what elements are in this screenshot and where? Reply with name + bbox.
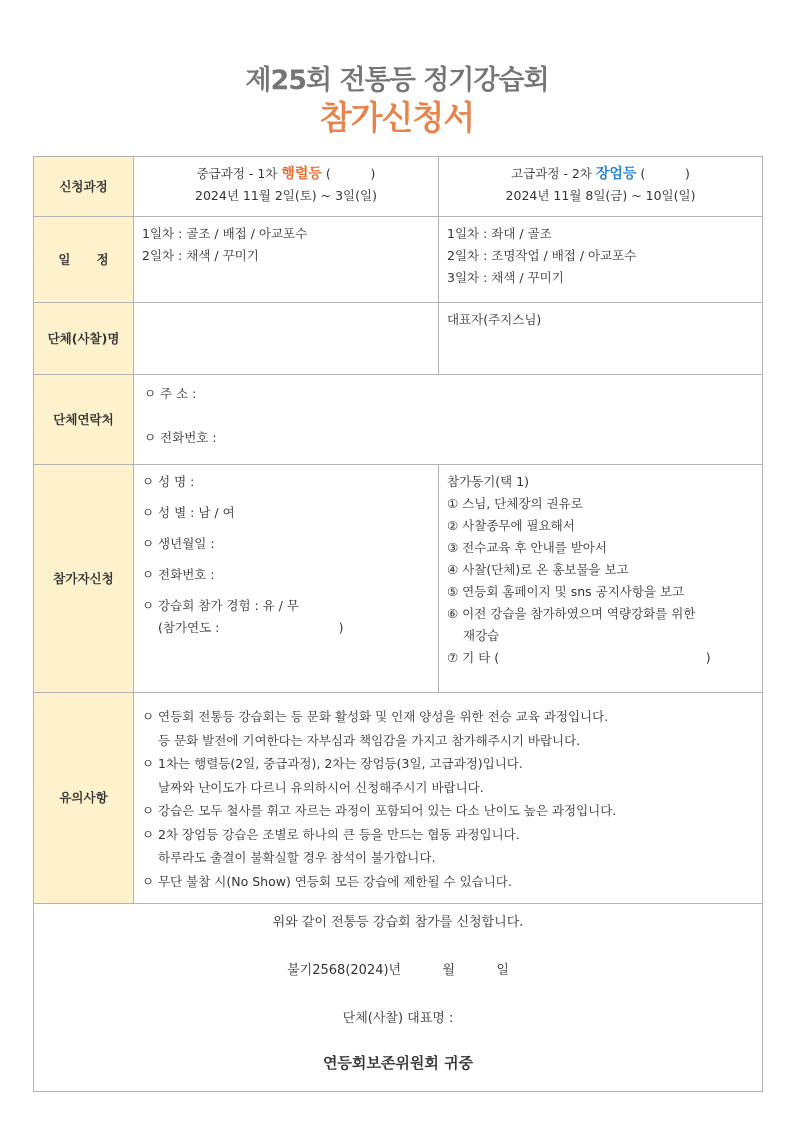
motive-item-other[interactable]: ⑦ 기 타 ( ) (447, 650, 711, 665)
basic-course-date: 2024년 11월 2일(토) ~ 3일(일) (195, 188, 377, 203)
page-subtitle: 참가신청서 (319, 98, 475, 137)
basic-schedule (134, 217, 439, 303)
org-rep-field[interactable] (439, 303, 763, 375)
schedule-label: 일 정 (34, 217, 134, 303)
note-line: 하루라도 출결이 불확실할 경우 참석이 불가합니다. (158, 850, 436, 865)
basic-schedule-day2: 2일차 : 채색 / 꾸미기 (142, 248, 259, 263)
org-name-field[interactable] (134, 303, 439, 375)
advanced-schedule-day1: 1일차 : 좌대 / 골조 (447, 226, 552, 241)
contact-label: 단체연락처 (34, 375, 134, 465)
contact-fields[interactable] (134, 375, 763, 465)
org-row (34, 303, 763, 375)
motive-item[interactable]: ② 사찰종무에 필요해서 (447, 518, 575, 533)
note-line: ㅇ 1차는 행렬등(2일, 중급과정), 2차는 장엄등(3일, 고급과정)입니다. (142, 756, 523, 771)
footer-recipient: 연등회보존위원회 귀중 (322, 1054, 474, 1072)
contact-phone[interactable]: ㅇ 전화번호 : (144, 430, 217, 445)
motive-item[interactable]: ① 스님, 단체장의 권유로 (447, 496, 583, 511)
applicant-gender[interactable]: ㅇ 성 별 : 남 / 여 (142, 505, 235, 520)
basic-course-check[interactable]: ( ) (321, 166, 376, 181)
motive-item[interactable]: ⑥ 이전 강습을 참가하였으며 역량강화를 위한 (447, 606, 696, 621)
org-label: 단체(사찰)명 (34, 303, 134, 375)
motive-title: 참가동기(택 1) (447, 474, 530, 489)
applicant-year[interactable]: (참가연도 : ) (158, 620, 344, 635)
applicant-experience[interactable]: ㅇ 강습회 참가 경험 : 유 / 무 (142, 598, 299, 613)
footer-content (34, 904, 763, 1092)
motive-item[interactable]: ④ 사찰(단체)로 온 홍보물을 보고 (447, 562, 629, 577)
basic-course-name: 행렬등 (281, 166, 322, 182)
applicant-phone[interactable]: ㅇ 전화번호 : (142, 567, 215, 582)
basic-schedule-day1: 1일차 : 골조 / 배접 / 아교포수 (142, 226, 308, 241)
advanced-course-prefix: 고급과정 - 2차 (511, 166, 596, 181)
applicant-label: 참가자신청 (34, 465, 134, 693)
footer-date[interactable]: 불기2568(2024)년 월 일 (287, 963, 509, 978)
applicant-row (34, 465, 763, 693)
advanced-course-date: 2024년 11월 8일(금) ~ 10일(일) (505, 188, 696, 203)
motive-item[interactable]: ③ 전수교육 후 안내를 받아서 (447, 540, 607, 555)
applicant-birth[interactable]: ㅇ 생년월일 : (142, 536, 215, 551)
advanced-course-cell[interactable] (439, 157, 763, 217)
course-row (34, 157, 763, 217)
basic-course-prefix: 중급과정 - 1차 (196, 166, 282, 181)
notes-content (134, 693, 763, 904)
contact-row (34, 375, 763, 465)
notes-label: 유의사항 (34, 693, 134, 904)
footer-rep[interactable]: 단체(사찰) 대표명 : (342, 1011, 454, 1026)
note-line: ㅇ 2차 장엄등 강습은 조별로 하나의 큰 등을 만드는 협동 과정입니다. (142, 826, 520, 842)
schedule-row (34, 217, 763, 303)
note-line: 날짜와 난이도가 다르니 유의하시어 신청해주시기 바랍니다. (158, 779, 484, 795)
motive-list[interactable] (439, 465, 763, 693)
note-line: ㅇ 연등회 전통등 강습회는 등 문화 활성화 및 인재 양성을 위한 전승 교육 과정입니다. (142, 709, 609, 724)
motive-item[interactable]: ⑤ 연등회 홈페이지 및 sns 공지사항을 보고 (447, 584, 685, 599)
application-form (33, 156, 763, 1092)
applicant-info[interactable] (134, 465, 439, 693)
footer-statement: 위와 같이 전통등 강습회 참가를 신청합니다. (272, 915, 524, 930)
applicant-name[interactable]: ㅇ 성 명 : (142, 474, 195, 489)
advanced-course-name: 장엄등 (595, 166, 637, 182)
advanced-schedule-day2: 2일차 : 조명작업 / 배접 / 아교포수 (447, 248, 637, 263)
note-line: ㅇ 무단 불참 시(No Show) 연등회 모든 강습에 제한될 수 있습니다. (142, 873, 512, 889)
advanced-course-check[interactable]: ( ) (636, 166, 690, 181)
motive-item-continued: 재강습 (463, 628, 500, 643)
advanced-schedule-day3: 3일차 : 채색 / 꾸미기 (447, 270, 564, 285)
basic-course-cell[interactable] (134, 157, 439, 217)
contact-address[interactable]: ㅇ 주 소 : (144, 386, 197, 401)
advanced-schedule (439, 217, 763, 303)
note-line: ㅇ 강습은 모두 철사를 휘고 자르는 과정이 포함되어 있는 다소 난이도 높은 과정입니다. (142, 803, 617, 818)
footer-row (34, 904, 763, 1092)
org-rep-label: 대표자(주지스님) (447, 312, 542, 327)
notes-row (34, 693, 763, 904)
note-line: 등 문화 발전에 기여한다는 자부심과 책임감을 가지고 참가해주시기 바랍니다. (158, 732, 581, 748)
course-label: 신청과정 (34, 157, 134, 217)
page-title: 제25회 전통등 정기강습회 (245, 65, 549, 96)
